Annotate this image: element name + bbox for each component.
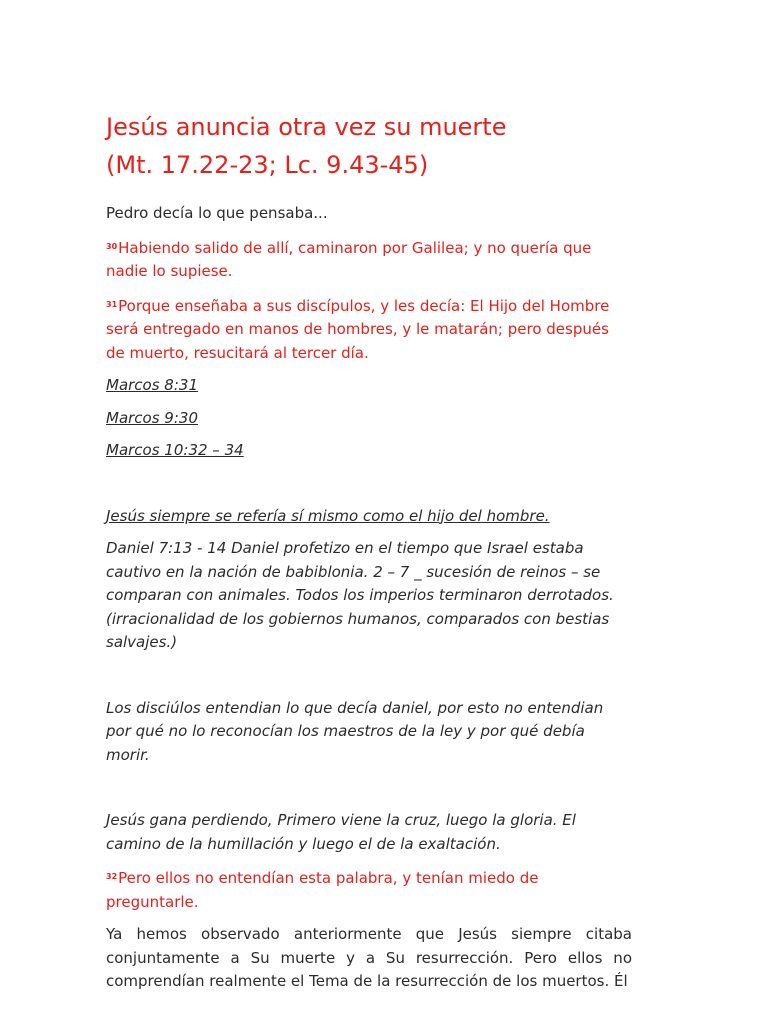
note-heading [106, 505, 632, 529]
jesus-paragraph: Jesús gana perdiendo, Primero viene la cruz, luego la gloria. El camino de la humillación y luego el de la exaltación. [106, 811, 576, 853]
ref-marcos-8-31[interactable] [106, 374, 632, 398]
ref-link[interactable]: Marcos 10:32 – 34 [106, 441, 244, 459]
note-heading-text: Jesús siempre se refería sí mismo como el hijo del hombre. [106, 506, 550, 525]
scripture-reference: (Mt. 17.22-23; Lc. 9.43-45) [106, 151, 429, 179]
verse-30 [106, 235, 632, 284]
disciples-paragraph: Los disciúlos entendian lo que decía daniel, por esto no entendian por qué no lo reconocían los maestros de la ley y por qué debía morir. [106, 698, 604, 764]
verse-number: 30 [106, 241, 118, 251]
verse-text: Habiendo salido de allí, caminaron por Galilea; y no quería que nadie lo supiese. [106, 238, 592, 280]
verse-32 [106, 865, 632, 914]
ref-marcos-9-30[interactable] [106, 407, 632, 431]
final-paragraph: Ya hemos observado anteriormente que Jesús siempre citaba conjuntamente a Su muerte y a Su resurrección. Pero ellos no comprendían realmente el Tema de la resurrección de los muertos. Él [106, 925, 632, 990]
ref-link[interactable]: Marcos 8:31 [106, 376, 198, 394]
ref-marcos-10-32[interactable] [106, 439, 632, 463]
verse-text: Pero ellos no entendían esta palabra, y tenían miedo de preguntarle. [106, 869, 539, 911]
verse-number: 31 [106, 299, 118, 309]
verse-31 [106, 293, 632, 366]
verse-text: Porque enseñaba a sus discípulos, y les decía: El Hijo del Hombre será entregado en manos de hombres, y le matarán; pero después de muerto, resucitará al tercer día. [106, 296, 610, 362]
intro-line: Pedro decía lo que pensaba... [106, 204, 328, 222]
document-content [106, 108, 632, 994]
daniel-paragraph: Daniel 7:13 - 14 Daniel profetizo en el tiempo que Israel estaba cautivo en la nación de babiblonia. 2 – 7 _ sucesión de reinos – se comparan con animales. Todos los imperios terminaron derrotados. (irracionalidad de los gobiernos humanos, comparados con bestias salvajes.) [106, 539, 614, 651]
document-title: Jesús anuncia otra vez su muerte [106, 113, 507, 141]
verse-number: 32 [106, 872, 118, 881]
ref-link[interactable]: Marcos 9:30 [106, 408, 198, 427]
